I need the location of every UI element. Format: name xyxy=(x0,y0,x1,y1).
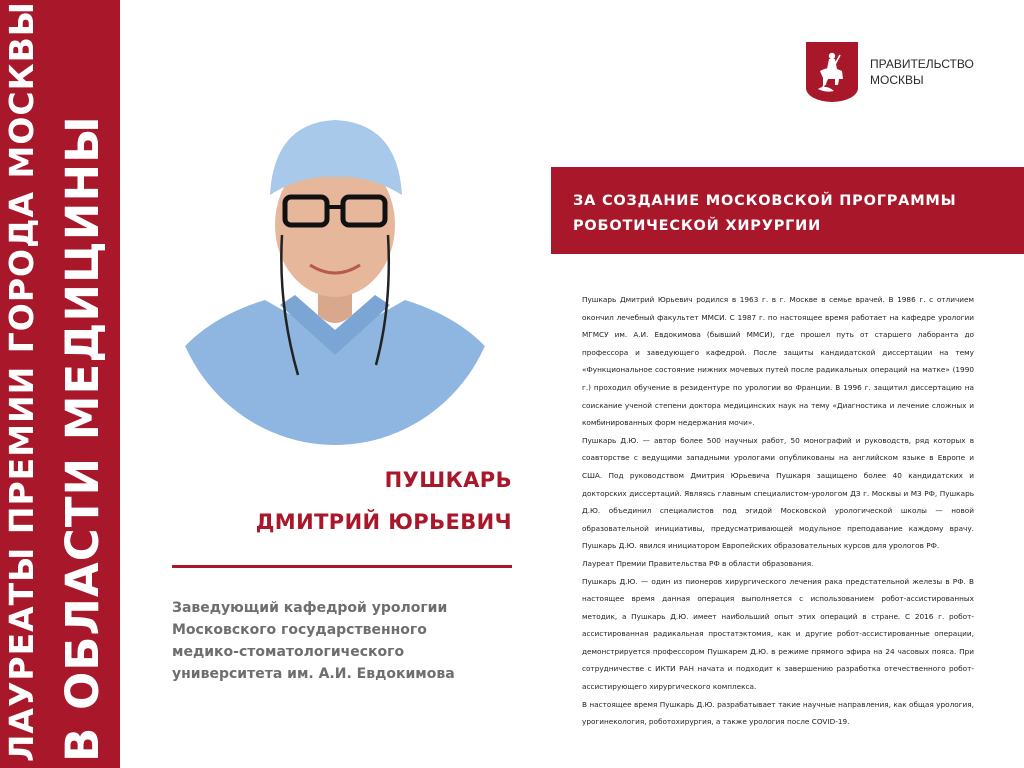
award-title-line1: ЗА СОЗДАНИЕ МОСКОВСКОЙ ПРОГРАММЫ xyxy=(573,193,957,209)
side-banner-title-line1: ЛАУРЕАТЫ ПРЕМИИ ГОРОДА МОСКВЫ xyxy=(2,1,41,762)
award-title-line2: РОБОТИЧЕСКОЙ ХИРУРГИИ xyxy=(573,218,822,234)
logo-text-line1: ПРАВИТЕЛЬСТВО xyxy=(870,57,974,71)
coat-of-arms-icon xyxy=(806,42,858,102)
person-position xyxy=(172,597,512,685)
award-title-banner xyxy=(551,167,1024,254)
logo-text-line2: МОСКВЫ xyxy=(870,73,924,87)
position-line: Московского государственного xyxy=(172,622,427,638)
moscow-government-logo xyxy=(806,42,974,102)
logo-text xyxy=(870,56,974,88)
position-line: Заведующий кафедрой урологии xyxy=(172,600,448,616)
person-surname: ПУШКАРЬ xyxy=(384,468,512,492)
position-line: медико-стоматологического xyxy=(172,644,405,660)
side-banner xyxy=(0,0,120,768)
divider-line xyxy=(172,565,512,568)
bio-paragraph: Пушкарь Д.Ю. — автор более 500 научных работ, 50 монографий и руководств, ряд которых в соавторстве с ведущими западными урологами опубликованы на английском языке в Европе и США. Под руководством Дмитрия Юрьевича Пушкаря защищено более 40 кандидатских и докторских диссертаций. Являясь главным специалистом-урологом ДЗ г. Москвы и МЗ РФ, Пушкарь Д.Ю. объединил специалистов под эгидой Московской урологической школы — новой образовательной инициативы, предусматривающей модульное преподавание каждому врачу. Пушкарь Д.Ю. явился инициатором Европейских образовательных курсов для урологов РФ. xyxy=(582,435,974,551)
person-name: ДМИТРИЙ ЮРЬЕВИЧ xyxy=(255,510,512,534)
bio-paragraph: Пушкарь Д.Ю. — один из пионеров хирургического лечения рака предстательной железы в РФ. В настоящее время данная операция выполняется с использованием робот-ассистированных методик, а Пушкарь Д.Ю. имеет наибольший опыт этих операций в стране. С 2016 г. робот-ассистированная радикальная простатэктомия, как и другие робот-ассистированные операции, демонстрируется профессором Пушкарем Д.Ю. в режиме прямого эфира на 24 часовых пояса. При сотрудничестве с ИКТИ РАН начата и подходит к завершению разработка отечественного робот-ассистирующего хирургического комплекса. xyxy=(582,576,974,692)
side-banner-title-line2: В ОБЛАСТИ МЕДИЦИНЫ xyxy=(56,115,109,762)
bio-paragraph: Лауреат Премии Правительства РФ в области образования. xyxy=(582,558,814,568)
biography-text xyxy=(582,291,974,731)
position-line: университета им. А.И. Евдокимова xyxy=(172,666,455,682)
bio-paragraph: В настоящее время Пушкарь Д.Ю. разрабатывает такие научные направления, как общая урология, урогинекология, роботохирургия, а также урология после COVID-19. xyxy=(582,699,974,727)
bio-paragraph: Пушкарь Дмитрий Юрьевич родился в 1963 г. в г. Москве в семье врачей. В 1986 г. с отличием окончил лечебный факультет ММСИ. С 1987 г. по настоящее время работает на кафедре урологии МГМСУ им. А.И. Евдокимова (бывший ММСИ), где прошел путь от старшего лаборанта до профессора и заведующего кафедрой. После защиты кандидатской диссертации на тему «Функциональное состояние нижних мочевых путей после радикальных операций на матке» (1990 г.) проходил обучение в резидентуре по урологии во Франции. В 1996 г. защитил диссертацию на соискание ученой степени доктора медицинских наук на тему «Диагностика и лечение сложных и комбинированных форм недержания мочи». xyxy=(582,295,974,428)
portrait-photo xyxy=(170,105,500,445)
